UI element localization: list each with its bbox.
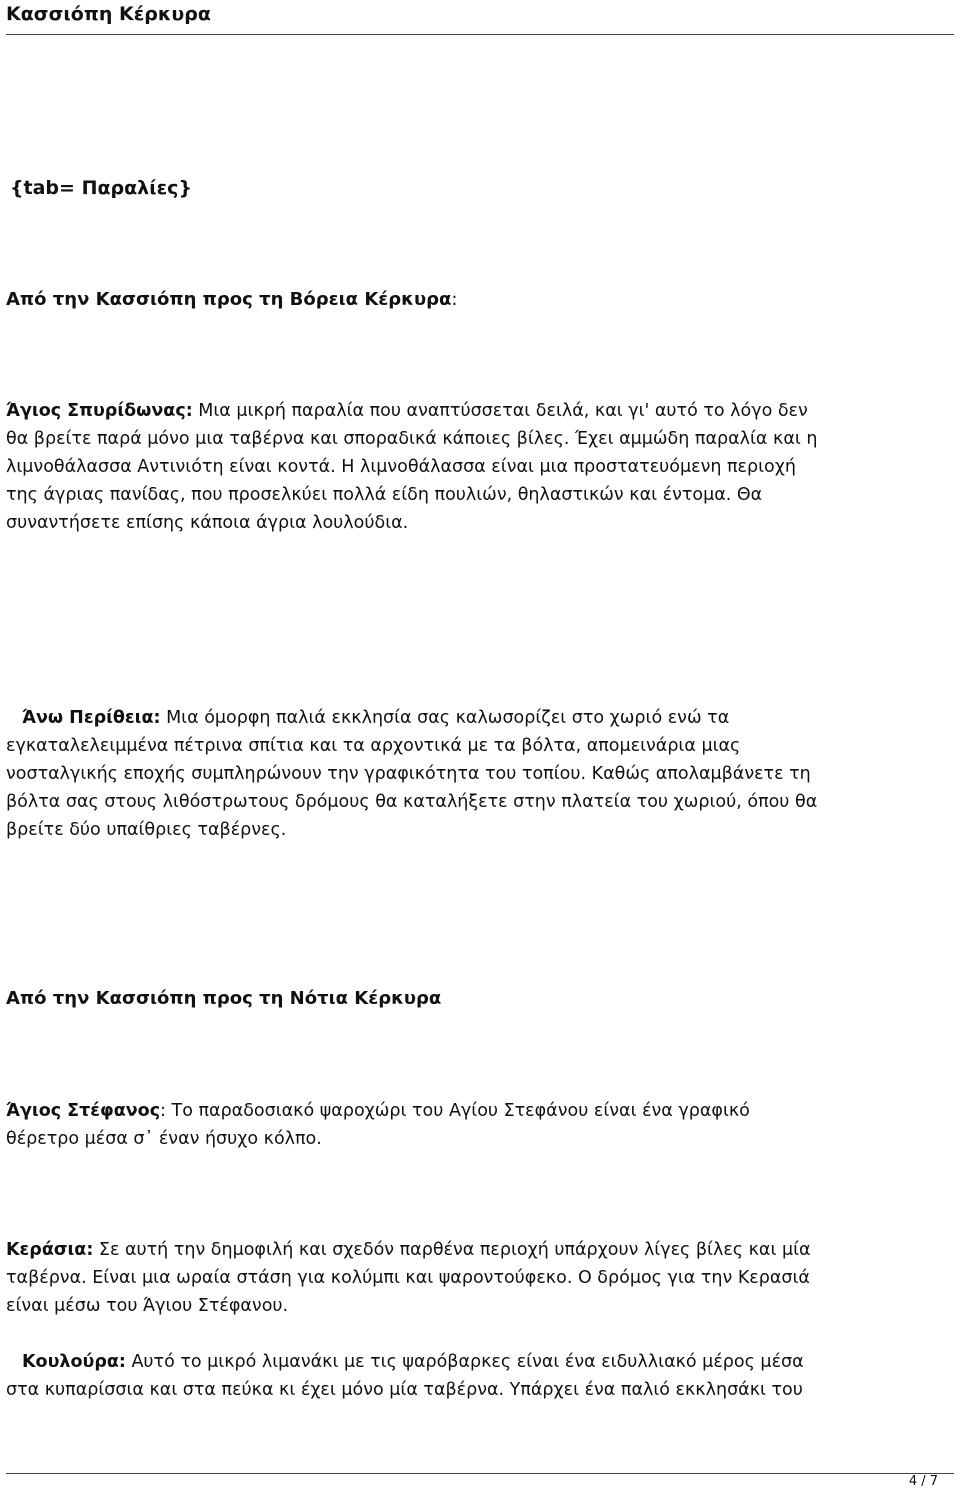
paragraph-line: ταβέρνα. Είναι μια ωραία στάση για κολύμπι και ψαροντούφεκο. Ο δρόμος για την Κερασιά (6, 1268, 810, 1288)
footer-divider (6, 1473, 954, 1474)
paragraph-line (6, 1236, 811, 1264)
paragraph-line: βρείτε δύο υπαίθριες ταβέρνες. (6, 820, 287, 840)
paragraph-line: της άγριας πανίδας, που προσελκύει πολλά είδη πουλιών, θηλαστικών και έντομα. Θα (6, 485, 763, 505)
entry-text: Μια μικρή παραλία που αναπτύσσεται δειλά, και γι' αυτό το λόγο δεν (192, 401, 808, 421)
paragraph-line: θα βρείτε παρά μόνο μια ταβέρνα και σποραδικά κάποιες βίλες. Έχει αμμώδη παραλία και η (6, 429, 818, 449)
entry-text: Μια όμορφη παλιά εκκλησία σας καλωσορίζει στο χωριό ενώ τα (160, 708, 730, 728)
entry-term: Κεράσια: (6, 1240, 94, 1260)
paragraph-line (6, 1097, 750, 1125)
section-heading-north-colon: : (451, 289, 458, 310)
paragraph-line: εγκαταλελειμμένα πέτρινα σπίτια και τα αρχοντικά με τα βόλτα, απομεινάρια μιας (6, 736, 741, 756)
paragraph-line: θέρετρο μέσα σ᾽ έναν ήσυχο κόλπο. (6, 1129, 322, 1149)
paragraph-line (22, 704, 729, 732)
paragraph-line (6, 397, 808, 425)
paragraph-line (22, 1348, 804, 1376)
entry-term: Άνω Περίθεια: (22, 708, 161, 728)
section-heading-north-text: Από την Κασσιόπη προς τη Βόρεια Κέρκυρα (6, 289, 452, 310)
paragraph-line: είναι μέσω του Άγιου Στέφανου. (6, 1296, 289, 1316)
paragraph-line: συναντήσετε επίσης κάποια άγρια λουλούδια. (6, 513, 409, 533)
entry-term: Κουλούρα: (22, 1352, 126, 1372)
tab-marker: {tab= Παραλίες} (10, 177, 192, 199)
section-heading-north (6, 286, 457, 314)
paragraph-line: στα κυπαρίσσια και στα πεύκα κι έχει μόνο μία ταβέρνα. Υπάρχει ένα παλιό εκκλησάκι του (6, 1380, 803, 1400)
entry-text: Σε αυτή την δημοφιλή και σχεδόν παρθένα περιοχή υπάρχουν λίγες βίλες και μία (93, 1240, 811, 1260)
entry-text: : Το παραδοσιακό ψαροχώρι του Αγίου Στεφάνου είναι ένα γραφικό (160, 1101, 750, 1121)
header-divider (6, 34, 954, 35)
page-number: 4 / 7 (908, 1474, 938, 1489)
paragraph-line: νοσταλγικής εποχής συμπληρώνουν την γραφικότητα του τοπίου. Καθώς απολαμβάνετε τη (6, 764, 811, 784)
page-header-title: Κασσιόπη Κέρκυρα (6, 3, 211, 25)
entry-term: Άγιος Σπυρίδωνας: (6, 401, 193, 421)
paragraph-line: λιμνοθάλασσα Αντινιότη είναι κοντά. Η λιμνοθάλασσα είναι μια προστατευόμενη περιοχή (6, 457, 796, 477)
section-heading-south: Από την Κασσιόπη προς τη Νότια Κέρκυρα (6, 988, 442, 1009)
entry-term: Άγιος Στέφανος (6, 1101, 161, 1121)
entry-text: Αυτό το μικρό λιμανάκι με τις ψαρόβαρκες είναι ένα ειδυλλιακό μέρος μέσα (125, 1352, 804, 1372)
paragraph-line: βόλτα σας στους λιθόστρωτους δρόμους θα καταλήξετε στην πλατεία του χωριού, όπου θα (6, 792, 818, 812)
